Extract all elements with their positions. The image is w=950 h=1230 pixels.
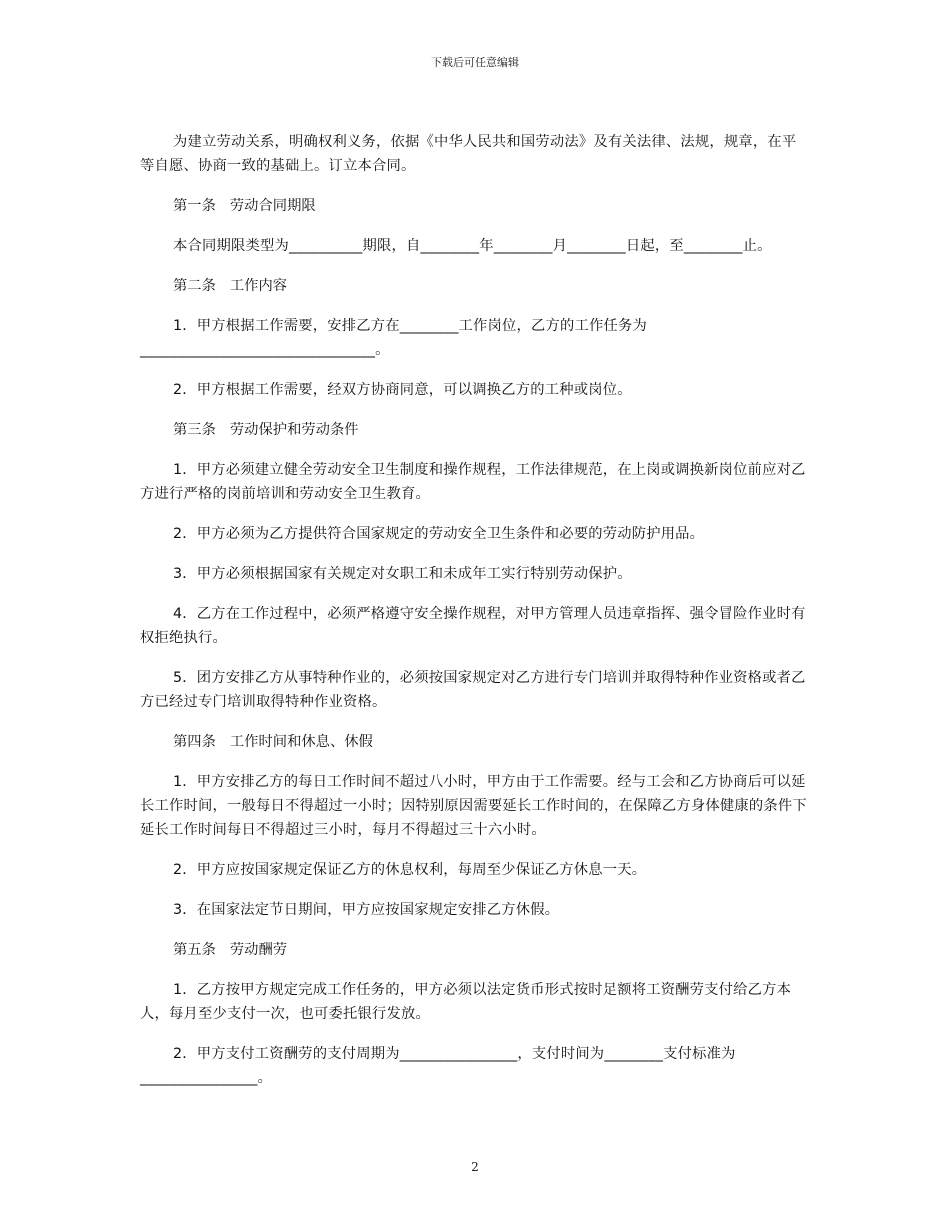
document-body (140, 130, 808, 1106)
text-segment: 日起，至 (625, 238, 684, 254)
contract-term-paragraph (140, 234, 808, 258)
pay-standard-blank: ________________ (140, 1070, 258, 1086)
article-4-heading (140, 730, 808, 754)
article-title: 劳动保护和劳动条件 (229, 422, 359, 438)
text-segment: 期限，自 (362, 238, 421, 254)
article-title: 工作时间和休息、休假 (229, 734, 373, 750)
article-3-heading (140, 418, 808, 442)
page-number: 2 (471, 1160, 479, 1174)
pay-cycle-blank: ________________ (399, 1046, 518, 1062)
article-number: 第三条 (173, 422, 216, 438)
position-blank: ________ (399, 318, 459, 334)
clause-paragraph: 2．甲方应按国家规定保证乙方的休息权利，每周至少保证乙方休息一天。 (173, 862, 647, 878)
text-segment: 。 (257, 1070, 273, 1086)
article-number: 第四条 (173, 734, 216, 750)
text-segment: 支付标准为 (663, 1046, 736, 1062)
text-segment: 月 (552, 238, 568, 254)
article-5-heading (140, 938, 808, 962)
clause-paragraph: 3．甲方必须根据国家有关规定对女职工和未成年工实行特别劳动保护。 (173, 566, 632, 582)
text-segment: 1．甲方根据工作需要，安排乙方在 (173, 318, 400, 334)
text-segment: ，支付时间为 (517, 1046, 605, 1062)
work-position-paragraph (140, 314, 808, 362)
clause-paragraph: 1．甲方安排乙方的每日工作时间不超过八小时，甲方由于工作需要。经与工会和乙方协商后可以延长工作时间，一般每日不得超过一小时；因特别原因需要延长工作时间的，在保障乙方身体健康的条件下延长工作时间每日不得超过三小时，每月不得超过三十六小时。 (140, 774, 807, 838)
text-segment: 年 (479, 238, 494, 254)
term-type-blank: __________ (288, 238, 363, 254)
clause-paragraph: 5．团方安排乙方从事特种作业的，必须按国家规定对乙方进行专门培训并取得特种作业资格或者乙方已经过专门培训取得特种作业资格。 (140, 670, 806, 710)
text-segment: 止。 (742, 238, 772, 254)
clause-paragraph: 2．甲方必须为乙方提供符合国家规定的劳动安全卫生条件和必要的劳动防护用品。 (173, 526, 705, 542)
work-adjust-paragraph: 2．甲方根据工作需要，经双方协商同意，可以调换乙方的工种或岗位。 (173, 382, 632, 398)
article-2-heading (140, 274, 808, 298)
start-month-blank: ________ (493, 238, 553, 254)
article-title: 劳动酬劳 (229, 942, 288, 958)
clause-paragraph: 3．在国家法定节日期间，甲方应按国家规定安排乙方休假。 (173, 902, 560, 918)
article-number: 第二条 (173, 278, 216, 294)
start-day-blank: ________ (567, 238, 626, 254)
article-title: 工作内容 (229, 278, 288, 294)
payment-cycle-paragraph (140, 1042, 808, 1090)
page-header: 下载后可任意编辑 (431, 56, 519, 69)
text-segment: 工作岗位，乙方的工作任务为 (458, 318, 648, 334)
clause-paragraph: 4．乙方在工作过程中，必须严格遵守安全操作规程，对甲方管理人员违章指挥、强令冒险作业时有权拒绝执行。 (140, 606, 806, 646)
task-blank: ________________________________ (140, 342, 376, 358)
start-year-blank: ________ (420, 238, 480, 254)
text-segment: 。 (375, 342, 390, 358)
article-number: 第五条 (173, 942, 216, 958)
article-number: 第一条 (173, 198, 216, 214)
article-title: 劳动合同期限 (229, 198, 316, 214)
pay-time-blank: ________ (604, 1046, 664, 1062)
article-1-heading (140, 194, 808, 218)
clause-paragraph: 1．甲方必须建立健全劳动安全卫生制度和操作规程，工作法律规范，在上岗或调换新岗位前应对乙方进行严格的岗前培训和劳动安全卫生教育。 (140, 462, 806, 502)
end-date-blank: ________ (683, 238, 743, 254)
text-segment: 2．甲方支付工资酬劳的支付周期为 (173, 1046, 400, 1062)
text-segment: 本合同期限类型为 (173, 238, 289, 254)
intro-paragraph: 为建立劳动关系，明确权利义务，依据《中华人民共和国劳动法》及有关法律、法规，规章，在平等自愿、协商一致的基础上。订立本合同。 (140, 134, 797, 174)
clause-paragraph: 1．乙方按甲方规定完成工作任务的，甲方必须以法定货币形式按时足额将工资酬劳支付给乙方本人，每月至少支付一次，也可委托银行发放。 (140, 982, 792, 1022)
